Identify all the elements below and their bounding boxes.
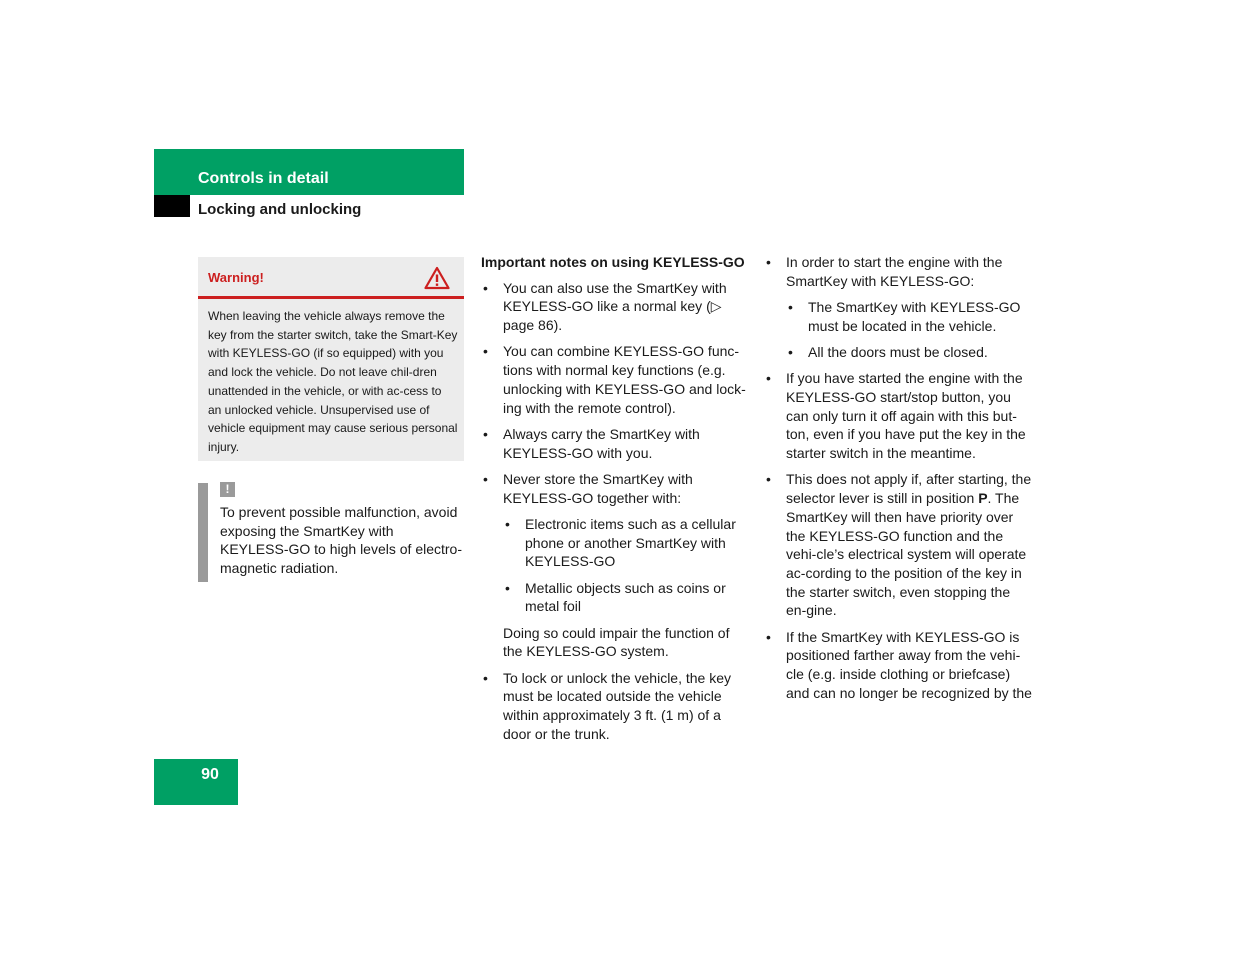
list-item: • Always carry the SmartKey with KEYLESS-GO with you. [481, 425, 751, 462]
section-title: Controls in detail [198, 170, 329, 187]
warning-header [198, 257, 464, 299]
note-bar [198, 483, 208, 582]
list-item: • Never store the SmartKey with KEYLESS-GO together with: [481, 470, 751, 507]
right-column [764, 253, 1034, 710]
note-exclamation-icon: ! [220, 482, 235, 497]
sub-list-item: • All the doors must be closed. [764, 343, 1034, 362]
sub-list-item: • The SmartKey with KEYLESS-GO must be located in the vehicle. [764, 298, 1034, 335]
page-number: 90 [201, 766, 219, 783]
warning-text: When leaving the vehicle always remove the key from the starter switch, take the Smart-Key with KEYLESS-GO (if so equipped) with you and lock the vehicle. Do not leave chil-dren unattended in the vehicle, or with ac-cess to an unlocked vehicle. Unsupervised use of vehicle equipment may cause serious personal injury. [208, 309, 458, 454]
warning-label: Warning! [208, 270, 264, 285]
warning-box [198, 257, 464, 461]
middle-heading: Important notes on using KEYLESS-GO [481, 254, 745, 270]
sub-list-item: • Metallic objects such as coins or metal foil [481, 579, 751, 616]
list-item: • If you have started the engine with the KEYLESS-GO start/stop button, you can only turn it off again with this but-ton, even if you have put the key in the starter switch in the meantime. [764, 369, 1034, 463]
list-item: • In order to start the engine with the SmartKey with KEYLESS-GO: [764, 253, 1034, 290]
subsection-title: Locking and unlocking [198, 201, 362, 218]
middle-column [481, 253, 751, 751]
selector-position: P [978, 490, 988, 507]
list-item: • You can combine KEYLESS-GO func-tions with normal key functions (e.g. unlocking with KEYLESS-GO and lock-ing with the remote control). [481, 342, 751, 417]
note-text: To prevent possible malfunction, avoid exposing the SmartKey with KEYLESS-GO to high levels of electro-magnetic radiation. [220, 504, 462, 577]
section-marker [154, 195, 190, 217]
list-item [764, 470, 1034, 620]
sub-list-item: • Electronic items such as a cellular phone or another SmartKey with KEYLESS-GO [481, 515, 751, 571]
warning-triangle-icon [424, 266, 450, 290]
list-continuation: Doing so could impair the function of the KEYLESS-GO system. [503, 624, 730, 660]
list-item-text: . The SmartKey will then have priority over the KEYLESS-GO function and the vehi-cle’s electrical system will operate ac-cording to the position of the key in the starter switch, even stopping the en-gine. [786, 490, 1027, 619]
list-item: • You can also use the SmartKey with KEYLESS-GO like a normal key (▷ page 86). [481, 279, 751, 335]
list-item-text: This does not apply if, after starting, the selector lever is still in position [786, 471, 1032, 507]
list-item: • To lock or unlock the vehicle, the key must be located outside the vehicle within approximately 3 ft. (1 m) of a door or the trunk. [481, 669, 751, 744]
list-item: • If the SmartKey with KEYLESS-GO is positioned farther away from the vehi-cle (e.g. inside clothing or briefcase) and can no longer be recognized by the [764, 628, 1034, 703]
